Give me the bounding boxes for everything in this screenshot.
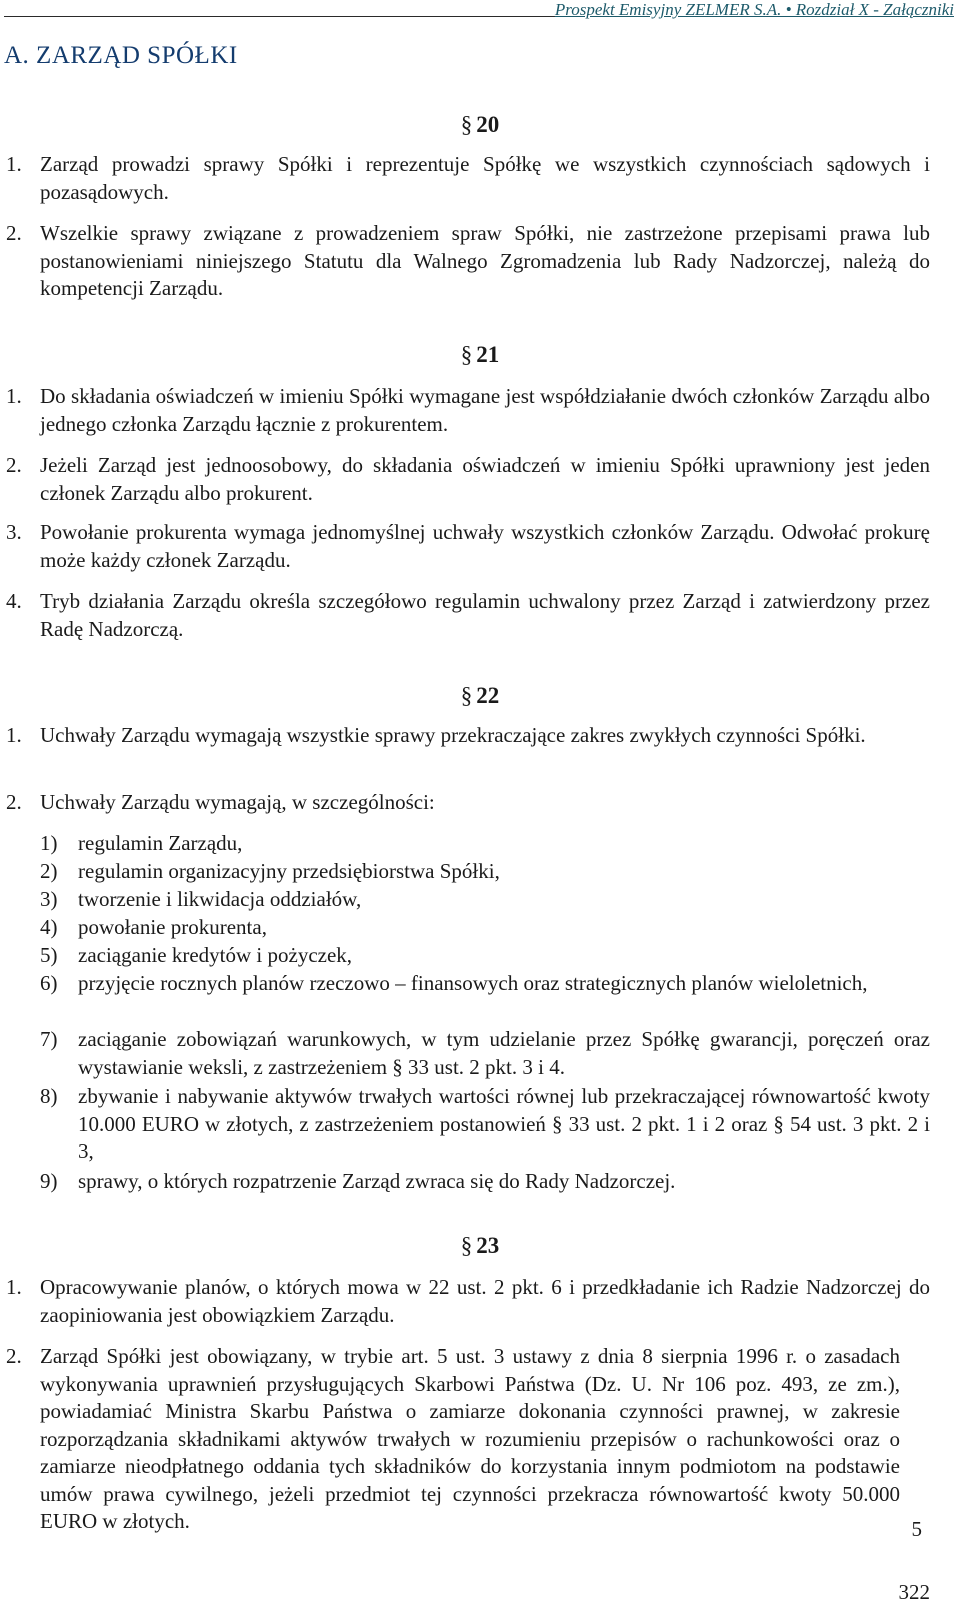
paragraph — [6, 220, 930, 303]
chapter-heading: A. ZARZĄD SPÓŁKI — [4, 42, 238, 69]
list-item — [40, 830, 930, 858]
list-item — [40, 858, 930, 886]
paragraph-text: Opracowywanie planów, o których mowa w 22 ust. 2 pkt. 6 i przedkładanie ich Radzie Nadzorczej do zaopiniowania jest obowiązkiem Zarządu. — [40, 1275, 930, 1327]
list-item-text: regulamin Zarządu, — [78, 831, 243, 855]
list-item — [40, 886, 930, 914]
section-sign: § — [460, 1233, 473, 1258]
section-heading-21 — [0, 342, 960, 368]
paragraph — [6, 1274, 930, 1329]
section-heading-23 — [0, 1233, 960, 1259]
list-item-number: 6) — [40, 971, 58, 995]
paragraph-text: Zarząd prowadzi sprawy Spółki i reprezentuje Spółkę we wszystkich czynnościach sądowych i pozasądowych. — [40, 152, 930, 204]
section-number: 23 — [476, 1233, 500, 1258]
paragraph-number: 1. — [6, 1275, 22, 1299]
paragraph-number: 4. — [6, 589, 22, 613]
list-item-text: sprawy, o których rozpatrzenie Zarząd zwraca się do Rady Nadzorczej. — [78, 1169, 676, 1193]
list-item-number: 8) — [40, 1084, 58, 1108]
paragraph — [6, 519, 930, 574]
paragraph-text: Uchwały Zarządu wymagają wszystkie sprawy przekraczające zakres zwykłych czynności Spółki. — [40, 723, 866, 747]
list-item-text: przyjęcie rocznych planów rzeczowo – finansowych oraz strategicznych planów wieloletnich, — [78, 971, 868, 995]
paragraph-number: 2. — [6, 453, 22, 477]
paragraph-number: 2. — [6, 790, 22, 814]
page-number: 322 — [898, 1580, 930, 1604]
list-item — [40, 970, 930, 998]
paragraph-text: Tryb działania Zarządu określa szczegółowo regulamin uchwalony przez Zarząd i zatwierdzony przez Radę Nadzorczą. — [40, 589, 930, 641]
section-heading-20 — [0, 112, 960, 138]
section-sign: § — [460, 112, 473, 137]
paragraph-text: Uchwały Zarządu wymagają, w szczególności: — [40, 790, 435, 814]
list-item-number: 1) — [40, 831, 58, 855]
list-item-number: 3) — [40, 887, 58, 911]
paragraph-number: 1. — [6, 723, 22, 747]
running-title: Prospekt Emisyjny ZELMER S.A. • Rozdział X - Załączniki — [554, 0, 954, 19]
paragraph-number: 1. — [6, 152, 22, 176]
paragraph-number: 3. — [6, 520, 22, 544]
paragraph — [6, 1343, 900, 1536]
trailing-reference: 5 — [911, 1517, 922, 1541]
list-item-number: 7) — [40, 1027, 58, 1051]
paragraph-text: Do składania oświadczeń w imieniu Spółki wymagane jest współdziałanie dwóch członków Zarządu albo jednego członka Zarządu łącznie z prokurentem. — [40, 384, 930, 436]
list-item-number: 4) — [40, 915, 58, 939]
list-item-number: 2) — [40, 859, 58, 883]
header-rule — [4, 16, 580, 17]
list-item-number: 5) — [40, 943, 58, 967]
paragraph-text: Wszelkie sprawy związane z prowadzeniem spraw Spółki, nie zastrzeżone przepisami prawa lub postanowieniami niniejszego Statutu dla Walnego Zgromadzenia lub Rady Nadzorczej, należą do kompetencji Zarządu. — [40, 221, 930, 300]
paragraph-text: Zarząd Spółki jest obowiązany, w trybie art. 5 ust. 3 ustawy z dnia 8 sierpnia 1996 r. o zasadach wykonywania uprawnień przysługujących Skarbowi Państwa (Dz. U. Nr 106 poz. 493, ze zm.), powiadamiać Ministra Skarbu Państwa o zamiarze dokonania czynności prawnej, w zakresie rozporządzania składnikami aktywów trwałych w rozumieniu przepisów o rachunkowości oraz o zamiarze nieodpłatnego oddania tych składników do korzystania innym podmiotom na podstawie umów prawa cywilnego, jeżeli przedmiot tej czynności przekracza równowartość kwoty 50.000 EURO w złotych. — [40, 1344, 900, 1533]
paragraph-number: 2. — [6, 1344, 22, 1368]
paragraph — [6, 452, 930, 507]
paragraph-number: 1. — [6, 384, 22, 408]
list-item — [40, 1083, 930, 1166]
paragraph-text: Powołanie prokurenta wymaga jednomyślnej uchwały wszystkich członków Zarządu. Odwołać prokurę może każdy członek Zarządu. — [40, 520, 930, 572]
list-item-text: zbywanie i nabywanie aktywów trwałych wartości równej lub przekraczającej równowartość kwoty 10.000 EURO w złotych, z zastrzeżeniem postanowień § 33 ust. 2 pkt. 1 i 2 oraz § 54 ust. 3 pkt. 2 i 3, — [78, 1084, 930, 1163]
list-item-text: powołanie prokurenta, — [78, 915, 267, 939]
running-header — [0, 0, 960, 26]
list-item-number: 9) — [40, 1169, 58, 1193]
section-number: 22 — [476, 683, 500, 708]
section-number: 20 — [476, 112, 500, 137]
section-sign: § — [460, 683, 473, 708]
section-heading-22 — [0, 683, 960, 709]
section-number: 21 — [476, 342, 500, 367]
list-item — [40, 914, 930, 942]
list-item-text: regulamin organizacyjny przedsiębiorstwa Spółki, — [78, 859, 500, 883]
list-item — [40, 1026, 930, 1081]
section-sign: § — [460, 342, 473, 367]
list-item-text: zaciąganie zobowiązań warunkowych, w tym udzielanie przez Spółkę gwarancji, poręczeń oraz wystawianie weksli, z zastrzeżeniem § 33 ust. 2 pkt. 3 i 4. — [78, 1027, 930, 1079]
list-item — [40, 1168, 930, 1196]
list-item-text: tworzenie i likwidacja oddziałów, — [78, 887, 362, 911]
paragraph — [6, 588, 930, 643]
paragraph — [6, 789, 930, 817]
paragraph-number: 2. — [6, 221, 22, 245]
paragraph — [6, 151, 930, 206]
paragraph-text: Jeżeli Zarząd jest jednoosobowy, do składania oświadczeń w imieniu Spółki uprawniony jest jeden członek Zarządu albo prokurent. — [40, 453, 930, 505]
paragraph — [6, 722, 930, 750]
paragraph — [6, 383, 930, 438]
list-item-text: zaciąganie kredytów i pożyczek, — [78, 943, 353, 967]
list-item — [40, 942, 930, 970]
